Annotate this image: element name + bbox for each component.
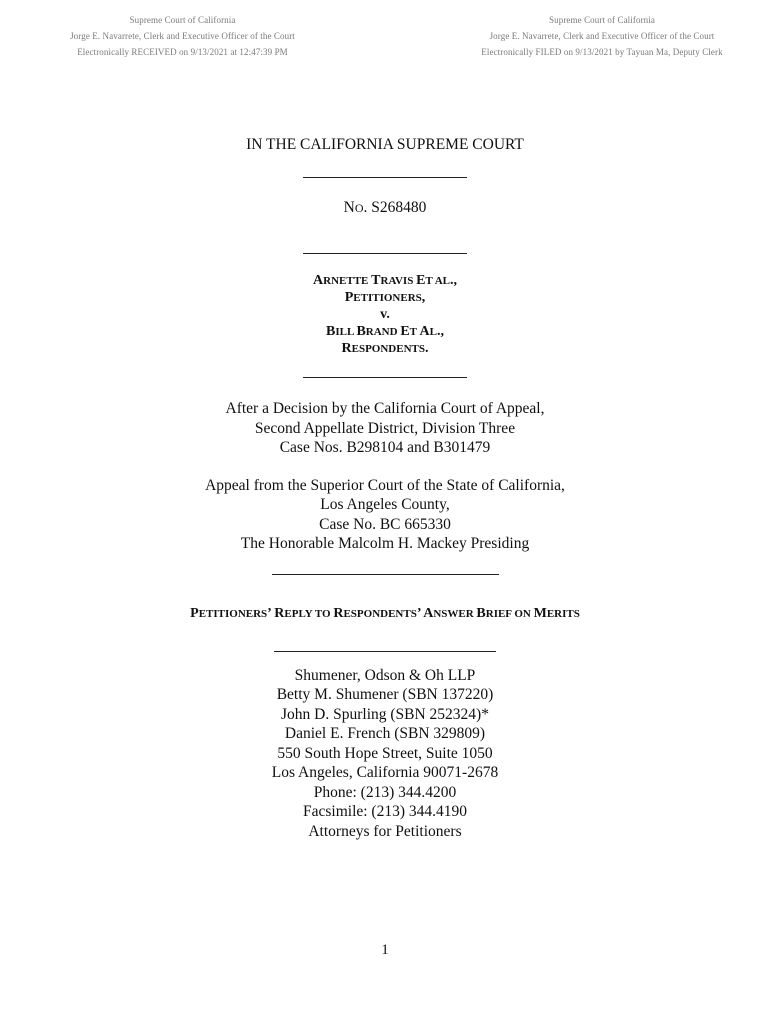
received-stamp-line: Supreme Court of California bbox=[129, 15, 236, 25]
petitioners-role: PETITIONERS, bbox=[344, 290, 426, 305]
appeal-decision-line: Case Nos. B298104 and B301479 bbox=[279, 439, 491, 456]
filed-stamp-line: Electronically FILED on 9/13/2021 by Tayuan Ma, Deputy Clerk bbox=[481, 47, 723, 57]
respondents-name: BILL BRAND ET AL., bbox=[325, 324, 445, 339]
counsel-line: 550 South Hope Street, Suite 1050 bbox=[277, 745, 493, 762]
superior-court-line: Appeal from the Superior Court of the State of California, bbox=[205, 477, 565, 494]
divider bbox=[274, 651, 496, 652]
received-stamp bbox=[45, 12, 320, 60]
counsel-line: Facsimile: (213) 344.4190 bbox=[302, 803, 468, 820]
divider bbox=[272, 574, 499, 575]
filed-stamp bbox=[462, 12, 742, 60]
counsel-line: Betty M. Shumener (SBN 137220) bbox=[276, 686, 494, 703]
superior-court-line: The Honorable Malcolm H. Mackey Presiding bbox=[240, 535, 530, 552]
superior-court-line: Case No. BC 665330 bbox=[319, 516, 451, 533]
filed-stamp-line: Supreme Court of California bbox=[549, 15, 655, 25]
filed-stamp-line: Jorge E. Navarrete, Clerk and Executive Officer of the Court bbox=[489, 31, 715, 41]
divider bbox=[303, 377, 467, 378]
counsel-line: Phone: (213) 344.4200 bbox=[313, 784, 457, 801]
received-stamp-line: Jorge E. Navarrete, Clerk and Executive Officer of the Court bbox=[70, 31, 295, 41]
court-heading: IN THE CALIFORNIA SUPREME COURT bbox=[246, 136, 524, 153]
petitioners-name: ARNETTE TRAVIS ET AL., bbox=[313, 273, 457, 288]
appeal-decision-line: Second Appellate District, Division Three bbox=[254, 420, 516, 437]
respondents-role: RESPONDENTS. bbox=[341, 341, 429, 356]
counsel-line: Daniel E. French (SBN 329809) bbox=[284, 725, 486, 742]
versus: v. bbox=[380, 307, 390, 322]
divider bbox=[303, 253, 467, 254]
divider bbox=[303, 177, 467, 178]
counsel-line: Los Angeles, California 90071-2678 bbox=[271, 764, 499, 781]
appeal-decision-line: After a Decision by the California Court of Appeal, bbox=[225, 400, 545, 417]
brief-title: PETITIONERS’ REPLY TO RESPONDENTS’ ANSWER BRIEF ON MERITS bbox=[190, 606, 580, 621]
superior-court-line: Los Angeles County, bbox=[320, 496, 450, 513]
case-number: NO. S268480 bbox=[343, 199, 427, 216]
received-stamp-line: Electronically RECEIVED on 9/13/2021 at 12:47:39 PM bbox=[77, 47, 288, 57]
counsel-line: Shumener, Odson & Oh LLP bbox=[294, 667, 476, 684]
counsel-line: Attorneys for Petitioners bbox=[308, 823, 462, 840]
page-number: 1 bbox=[381, 942, 389, 958]
counsel-line: John D. Spurling (SBN 252324)* bbox=[281, 706, 489, 723]
